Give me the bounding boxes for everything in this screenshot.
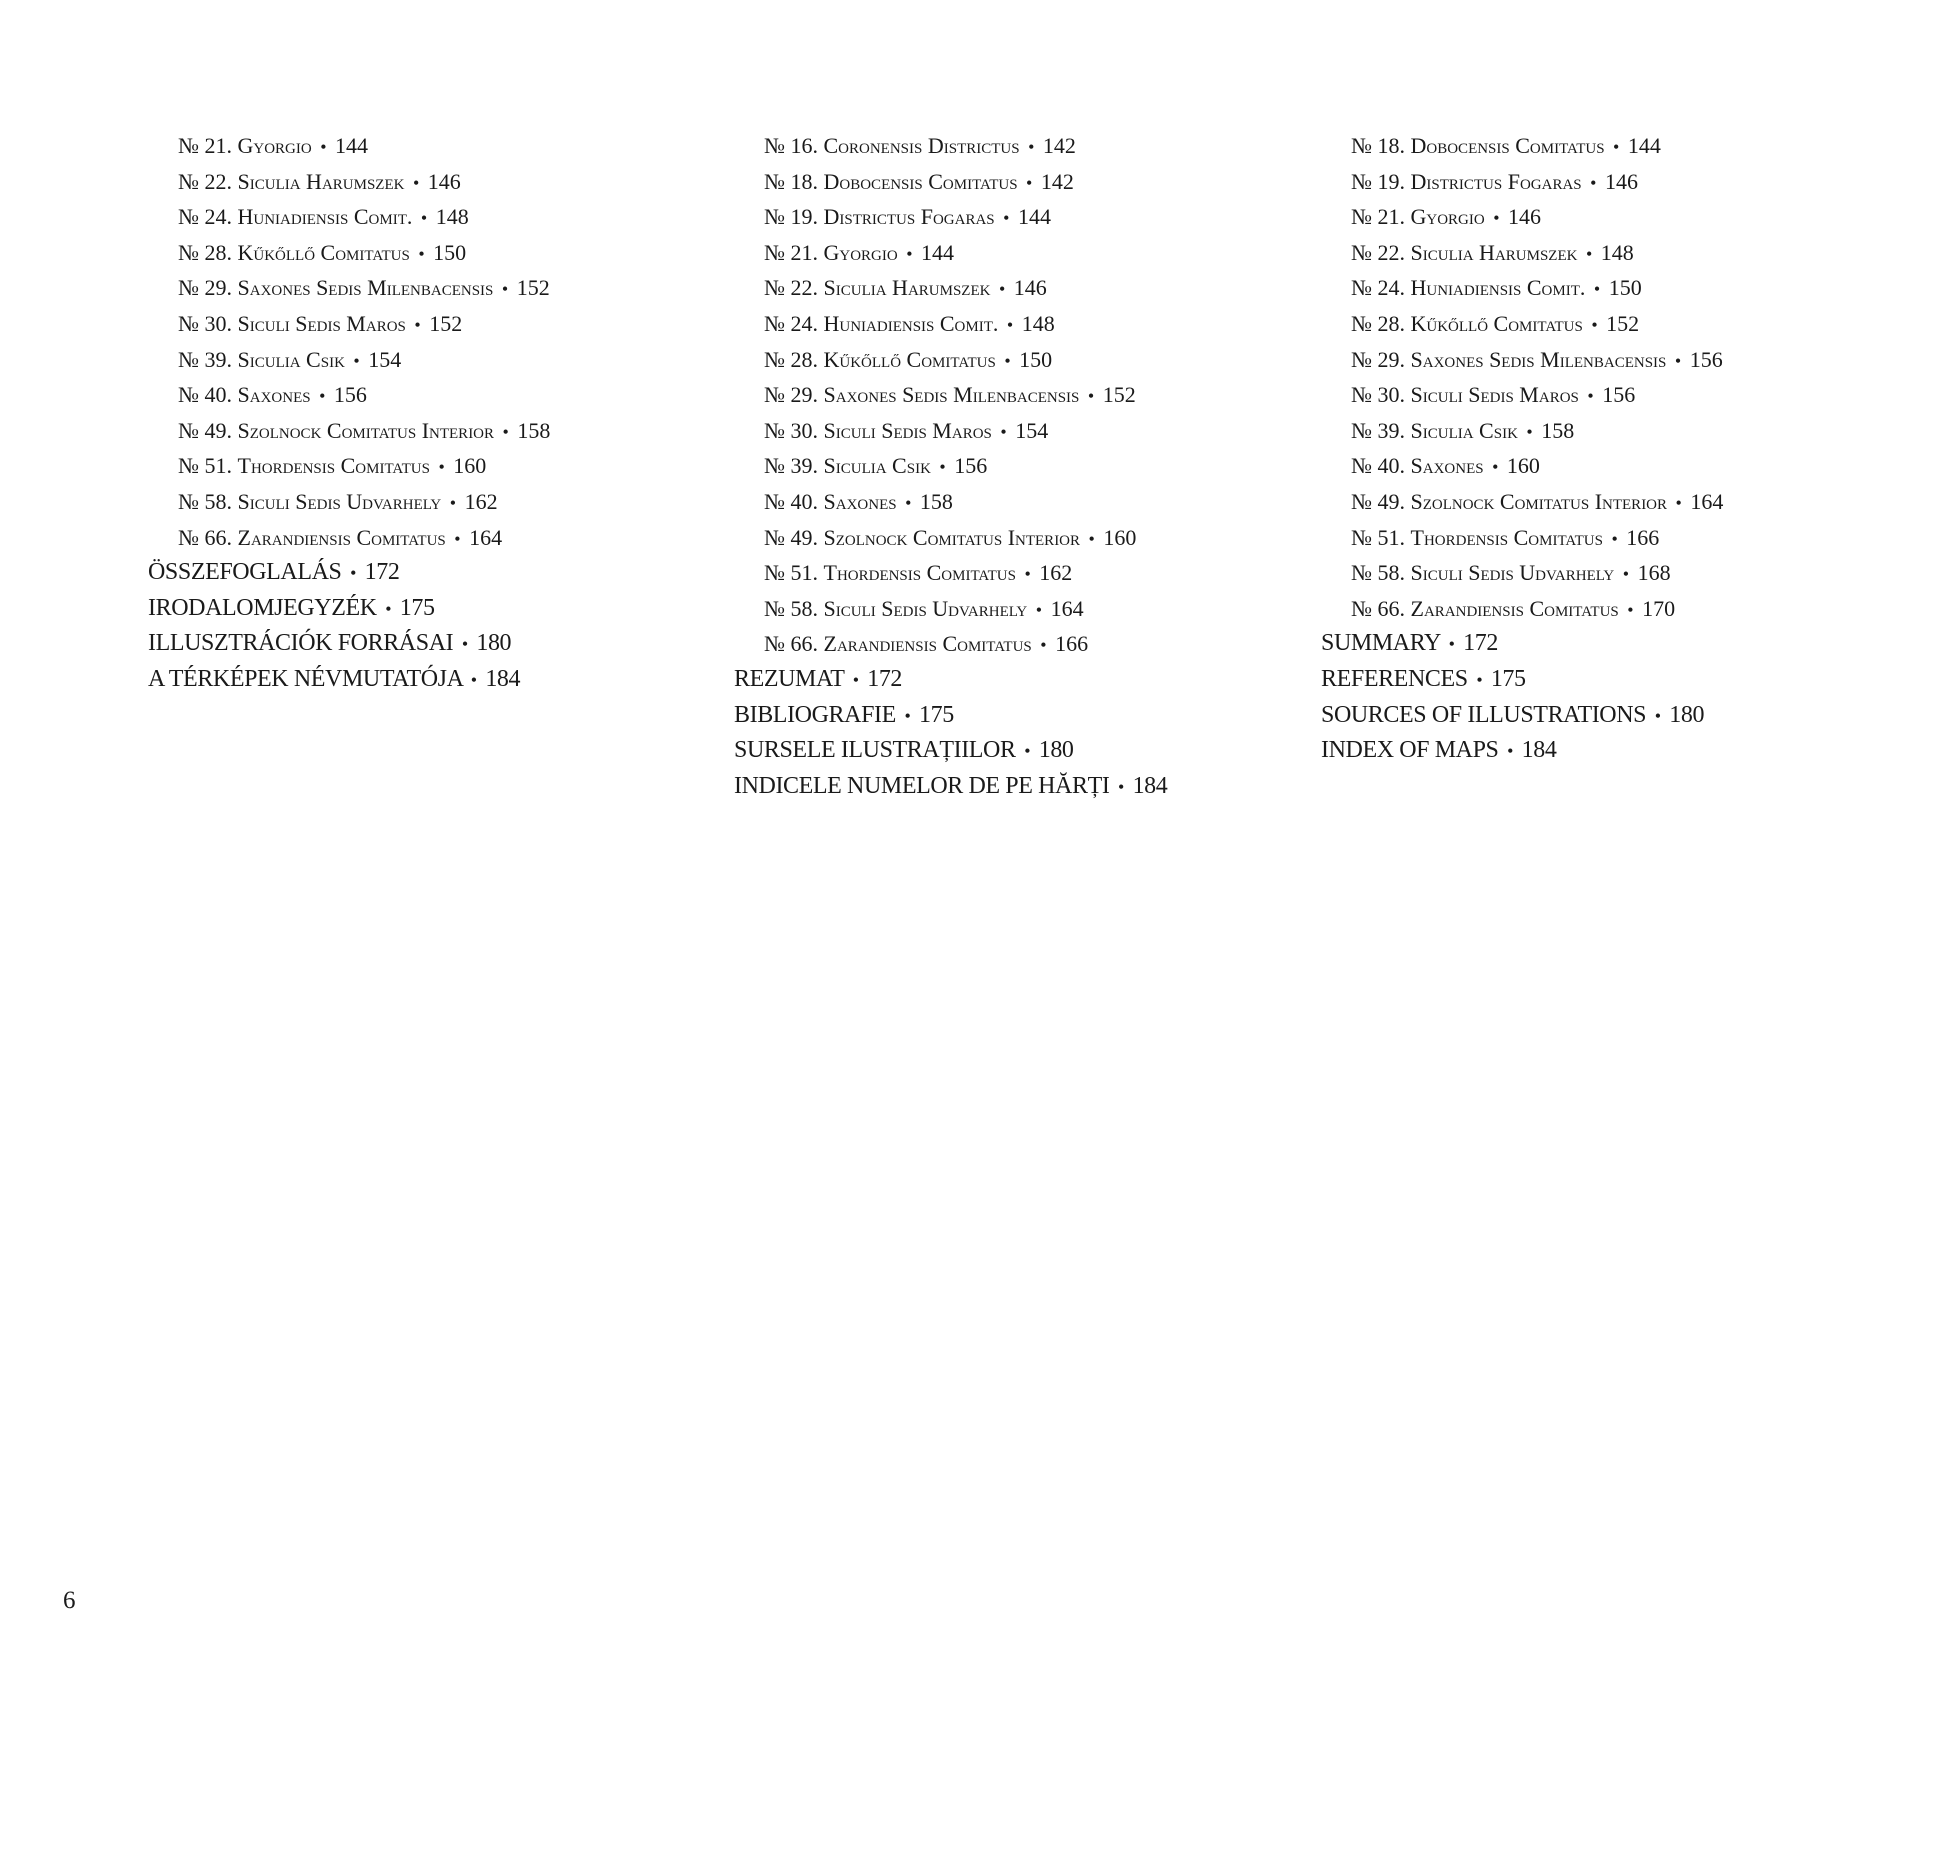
entry-title: Dobocensis Comitatus — [823, 168, 1018, 194]
bullet-separator: • — [1622, 564, 1630, 585]
entry-page: 184 — [485, 665, 521, 692]
entry-number: № 24. — [764, 310, 818, 336]
entry-page: 144 — [335, 133, 369, 158]
bullet-separator: • — [320, 137, 327, 157]
entry-page: 164 — [469, 524, 503, 550]
toc-map-entry[interactable] — [734, 626, 1294, 662]
entry-title: ÖSSZEFOGLALÁS — [148, 559, 342, 586]
entry-page: 150 — [1019, 346, 1053, 372]
bullet-separator: • — [1526, 421, 1533, 442]
entry-title: Coronensis Districtus — [823, 133, 1020, 158]
entry-title: Siculia Harumszek — [1410, 239, 1578, 265]
entry-title: Siculia Csik — [1410, 417, 1518, 443]
entry-title: Szolnock Comitatus Interior — [823, 524, 1081, 550]
entry-page: 164 — [1050, 595, 1084, 621]
bullet-separator: • — [1004, 350, 1011, 371]
entry-page: 162 — [1039, 560, 1073, 586]
entry-page: 142 — [1042, 133, 1076, 158]
bullet-separator: • — [1087, 386, 1095, 407]
entry-number: № 39. — [764, 453, 818, 479]
bullet-separator: • — [1006, 314, 1014, 335]
entry-number: № 39. — [178, 346, 232, 372]
entry-page: 158 — [517, 417, 551, 443]
entry-page: 156 — [1689, 346, 1723, 372]
entry-page: 158 — [1541, 417, 1575, 443]
entry-page: 170 — [1642, 595, 1676, 621]
entry-title: Siculia Harumszek — [237, 168, 405, 194]
entry-page: 166 — [1626, 524, 1660, 550]
entry-title: Szolnock Comitatus Interior — [1410, 488, 1668, 514]
entry-page: 172 — [364, 559, 400, 586]
toc-section-entry[interactable] — [1321, 733, 1881, 769]
entry-page: 148 — [1600, 239, 1634, 265]
bullet-separator: • — [449, 492, 457, 513]
toc-map-entry[interactable] — [148, 235, 708, 271]
entry-title: Siculi Sedis Maros — [823, 417, 992, 443]
toc-section-entry[interactable] — [734, 662, 1294, 698]
toc-section-entry[interactable] — [148, 555, 708, 591]
toc-map-entry[interactable] — [148, 484, 708, 520]
bullet-separator: • — [1675, 492, 1682, 513]
toc-map-entry[interactable] — [148, 199, 708, 235]
entry-title: INDICELE NUMELOR DE PE HĂRȚI — [734, 772, 1110, 799]
entry-page: 146 — [1508, 204, 1542, 230]
bullet-separator: • — [1674, 350, 1682, 371]
toc-map-entry[interactable] — [1321, 591, 1881, 627]
entry-page: 180 — [1038, 737, 1074, 764]
toc-column-hungarian — [148, 128, 708, 698]
bullet-separator: • — [904, 705, 911, 726]
bullet-separator: • — [1003, 208, 1010, 229]
entry-page: 184 — [1521, 737, 1557, 764]
bullet-separator: • — [1088, 528, 1095, 549]
bullet-separator: • — [1028, 137, 1035, 157]
entry-page: 154 — [368, 346, 402, 372]
entry-number: № 19. — [1351, 168, 1405, 194]
entry-title: A TÉRKÉPEK NÉVMUTATÓJA — [148, 665, 463, 692]
entry-title: Huniadiensis Comit. — [1410, 275, 1586, 301]
bullet-separator: • — [502, 421, 509, 442]
toc-map-entry[interactable] — [734, 413, 1294, 449]
entry-page: 148 — [435, 204, 469, 230]
bullet-separator: • — [438, 457, 445, 478]
entry-number: № 19. — [764, 204, 818, 230]
entry-title: Gyorgio — [1410, 204, 1485, 230]
bullet-separator: • — [418, 243, 425, 264]
entry-number: № 40. — [178, 382, 232, 408]
entry-number: № 22. — [764, 275, 818, 301]
entry-page: 146 — [1013, 275, 1047, 301]
entry-number: № 66. — [1351, 595, 1405, 621]
entry-page: 152 — [1102, 382, 1136, 408]
toc-section-entry[interactable] — [734, 698, 1294, 734]
toc-map-entry[interactable] — [734, 164, 1294, 200]
entry-title: Kűkőllő Comitatus — [1410, 310, 1583, 336]
entry-number: № 22. — [178, 168, 232, 194]
toc-map-entry[interactable] — [148, 377, 708, 413]
entry-title: Thordensis Comitatus — [823, 560, 1016, 586]
entry-title: Siculia Csik — [823, 453, 931, 479]
toc-section-entry[interactable] — [148, 662, 708, 698]
entry-page: 158 — [919, 488, 953, 514]
bullet-separator: • — [1587, 386, 1594, 407]
toc-map-entry[interactable] — [734, 342, 1294, 378]
entry-page: 148 — [1021, 310, 1055, 336]
bullet-separator: • — [385, 598, 392, 619]
entry-page: 146 — [427, 168, 461, 194]
entry-number: № 51. — [764, 560, 818, 586]
toc-section-entry[interactable] — [148, 626, 708, 662]
toc-section-entry[interactable] — [1321, 626, 1881, 662]
entry-number: № 18. — [1351, 133, 1405, 158]
toc-map-entry[interactable] — [734, 306, 1294, 342]
bullet-separator: • — [1590, 172, 1597, 193]
bullet-separator: • — [470, 669, 477, 690]
entry-page: 168 — [1637, 560, 1671, 586]
entry-page: 144 — [921, 239, 955, 265]
entry-title: Dobocensis Comitatus — [1410, 133, 1605, 158]
bullet-separator: • — [461, 634, 468, 655]
bullet-separator: • — [414, 314, 421, 335]
bullet-separator: • — [1040, 635, 1047, 656]
toc-map-entry[interactable] — [734, 555, 1294, 591]
entry-number: № 66. — [764, 631, 818, 657]
toc-map-entry[interactable] — [734, 484, 1294, 520]
entry-title: Saxones — [1410, 453, 1484, 479]
entry-number: № 24. — [178, 204, 232, 230]
toc-map-entry[interactable] — [1321, 306, 1881, 342]
entry-page: 152 — [429, 310, 463, 336]
bullet-separator: • — [1000, 421, 1007, 442]
bullet-separator: • — [852, 669, 859, 690]
entry-page: 146 — [1604, 168, 1638, 194]
toc-map-entry[interactable] — [1321, 342, 1881, 378]
entry-number: № 22. — [1351, 239, 1405, 265]
entry-title: Siculi Sedis Maros — [237, 310, 406, 336]
bullet-separator: • — [1611, 528, 1618, 549]
entry-title: Zarandiensis Comitatus — [1410, 595, 1619, 621]
entry-page: 180 — [476, 630, 512, 657]
entry-page: 152 — [1606, 310, 1640, 336]
toc-map-entry[interactable] — [734, 520, 1294, 556]
entry-title: SUMMARY — [1321, 630, 1441, 657]
toc-map-entry[interactable] — [734, 199, 1294, 235]
entry-number: № 49. — [178, 417, 232, 443]
entry-title: SURSELE ILUSTRAȚIILOR — [734, 737, 1016, 764]
entry-title: Siculia Csik — [237, 346, 345, 372]
toc-map-entry[interactable] — [734, 377, 1294, 413]
toc-map-entry[interactable] — [1321, 164, 1881, 200]
entry-title: Thordensis Comitatus — [1410, 524, 1603, 550]
bullet-separator: • — [412, 172, 420, 193]
entry-number: № 29. — [764, 382, 818, 408]
bullet-separator: • — [1627, 599, 1634, 620]
toc-map-entry[interactable] — [1321, 484, 1881, 520]
toc-map-entry[interactable] — [1321, 520, 1881, 556]
entry-page: 175 — [919, 701, 954, 728]
entry-title: Saxones — [237, 382, 311, 408]
entry-page: 150 — [1608, 275, 1642, 301]
entry-page: 166 — [1055, 631, 1089, 657]
entry-title: Zarandiensis Comitatus — [237, 524, 446, 550]
entry-number: № 18. — [764, 168, 818, 194]
entry-page: 160 — [1506, 453, 1540, 479]
bullet-separator: • — [905, 492, 912, 513]
entry-title: Thordensis Comitatus — [237, 453, 430, 479]
bullet-separator: • — [353, 350, 360, 371]
entry-number: № 39. — [1351, 417, 1405, 443]
entry-number: № 30. — [178, 310, 232, 336]
entry-page: 164 — [1690, 488, 1724, 514]
entry-number: № 58. — [178, 488, 232, 514]
entry-page: 180 — [1669, 701, 1705, 728]
toc-map-entry[interactable] — [148, 413, 708, 449]
bullet-separator: • — [319, 386, 326, 407]
toc-map-entry[interactable] — [148, 270, 708, 306]
bullet-separator: • — [1024, 741, 1031, 762]
entry-number: № 40. — [1351, 453, 1405, 479]
toc-map-entry[interactable] — [734, 128, 1294, 164]
toc-map-entry[interactable] — [1321, 128, 1881, 164]
bullet-separator: • — [1448, 634, 1455, 655]
bullet-separator: • — [1593, 279, 1601, 300]
entry-page: 175 — [1490, 665, 1526, 692]
entry-page: 144 — [1017, 204, 1051, 230]
entry-number: № 28. — [1351, 310, 1405, 336]
entry-page: 152 — [516, 275, 550, 301]
entry-title: BIBLIOGRAFIE — [734, 701, 896, 728]
bullet-separator: • — [1591, 314, 1598, 335]
entry-page: 156 — [333, 382, 367, 408]
entry-number: № 58. — [1351, 560, 1405, 586]
bullet-separator: • — [1493, 208, 1500, 229]
bullet-separator: • — [906, 243, 913, 264]
entry-page: 156 — [1602, 382, 1636, 408]
toc-map-entry[interactable] — [148, 128, 708, 164]
toc-map-entry[interactable] — [148, 164, 708, 200]
entry-number: № 29. — [178, 275, 232, 301]
entry-title: Siculia Harumszek — [823, 275, 991, 301]
bullet-separator: • — [350, 563, 357, 584]
toc-section-entry[interactable] — [1321, 698, 1881, 734]
entry-title: Siculi Sedis Maros — [1410, 382, 1579, 408]
entry-page: 184 — [1132, 772, 1168, 799]
toc-map-entry[interactable] — [1321, 235, 1881, 271]
toc-column-romanian — [734, 128, 1294, 804]
entry-title: Huniadiensis Comit. — [237, 204, 413, 230]
entry-number: № 21. — [178, 133, 232, 158]
entry-number: № 28. — [178, 239, 232, 265]
entry-page: 142 — [1040, 168, 1074, 194]
entry-title: INDEX OF MAPS — [1321, 737, 1499, 764]
toc-section-entry[interactable] — [148, 591, 708, 627]
toc-map-entry[interactable] — [148, 448, 708, 484]
bullet-separator: • — [1024, 564, 1031, 585]
toc-map-entry[interactable] — [1321, 413, 1881, 449]
entry-title: IRODALOMJEGYZÉK — [148, 594, 377, 621]
entry-number: № 40. — [764, 488, 818, 514]
bullet-separator: • — [939, 457, 946, 478]
entry-number: № 28. — [764, 346, 818, 372]
entry-number: № 51. — [178, 453, 232, 479]
entry-title: Gyorgio — [823, 239, 898, 265]
entry-title: Saxones — [823, 488, 897, 514]
entry-title: SOURCES OF ILLUSTRATIONS — [1321, 701, 1647, 728]
entry-page: 162 — [464, 488, 498, 514]
entry-title: ILLUSZTRÁCIÓK FORRÁSAI — [148, 630, 454, 657]
entry-title: Saxones Sedis Milenbacensis — [237, 275, 494, 301]
toc-map-entry[interactable] — [1321, 555, 1881, 591]
bullet-separator: • — [998, 279, 1006, 300]
entry-number: № 49. — [1351, 488, 1405, 514]
entry-number: № 16. — [764, 133, 818, 158]
entry-title: Saxones Sedis Milenbacensis — [1410, 346, 1667, 372]
toc-map-entry[interactable] — [734, 270, 1294, 306]
entry-title: REFERENCES — [1321, 665, 1468, 692]
entry-page: 175 — [399, 594, 435, 621]
entry-page: 154 — [1015, 417, 1049, 443]
bullet-separator: • — [1476, 669, 1483, 690]
entry-number: № 66. — [178, 524, 232, 550]
bullet-separator: • — [501, 279, 509, 300]
toc-map-entry[interactable] — [148, 342, 708, 378]
entry-number: № 24. — [1351, 275, 1405, 301]
toc-map-entry[interactable] — [734, 235, 1294, 271]
entry-page: 144 — [1627, 133, 1661, 158]
toc-section-entry[interactable] — [734, 733, 1294, 769]
toc-map-entry[interactable] — [1321, 199, 1881, 235]
bullet-separator: • — [1492, 457, 1499, 478]
entry-number: № 58. — [764, 595, 818, 621]
entry-page: 160 — [1103, 524, 1137, 550]
entry-number: № 29. — [1351, 346, 1405, 372]
bullet-separator: • — [1118, 776, 1124, 797]
entry-title: Kűkőllő Comitatus — [237, 239, 410, 265]
entry-page: 150 — [433, 239, 467, 265]
bullet-separator: • — [454, 528, 461, 549]
entry-title: Siculi Sedis Udvarhely — [237, 488, 442, 514]
bullet-separator: • — [1026, 172, 1033, 193]
entry-page: 172 — [1463, 630, 1498, 657]
entry-page: 172 — [867, 665, 903, 692]
entry-title: Siculi Sedis Udvarhely — [1410, 560, 1615, 586]
entry-number: № 21. — [1351, 204, 1405, 230]
entry-number: № 30. — [1351, 382, 1405, 408]
entry-number: № 51. — [1351, 524, 1405, 550]
entry-page: 160 — [453, 453, 487, 479]
entry-title: Zarandiensis Comitatus — [823, 631, 1032, 657]
bullet-separator: • — [420, 208, 428, 229]
toc-map-entry[interactable] — [1321, 270, 1881, 306]
entry-title: Huniadiensis Comit. — [823, 310, 999, 336]
entry-title: Districtus Fogaras — [823, 204, 995, 230]
entry-title: Districtus Fogaras — [1410, 168, 1582, 194]
toc-map-entry[interactable] — [1321, 377, 1881, 413]
page-number: 6 — [63, 1587, 76, 1614]
entry-page: 156 — [954, 453, 988, 479]
entry-number: № 49. — [764, 524, 818, 550]
entry-number: № 30. — [764, 417, 818, 443]
entry-title: Siculi Sedis Udvarhely — [823, 595, 1028, 621]
toc-map-entry[interactable] — [1321, 448, 1881, 484]
toc-column-english — [1321, 128, 1881, 769]
toc-map-entry[interactable] — [734, 591, 1294, 627]
bullet-separator: • — [1585, 243, 1593, 264]
bullet-separator: • — [1035, 599, 1043, 620]
entry-title: Szolnock Comitatus Interior — [237, 417, 495, 443]
bullet-separator: • — [1507, 741, 1514, 762]
entry-title: Saxones Sedis Milenbacensis — [823, 382, 1080, 408]
toc-map-entry[interactable] — [734, 448, 1294, 484]
entry-title: REZUMAT — [734, 665, 845, 692]
bullet-separator: • — [1613, 137, 1620, 157]
bullet-separator: • — [1654, 705, 1661, 726]
toc-map-entry[interactable] — [148, 520, 708, 556]
toc-section-entry[interactable] — [1321, 662, 1881, 698]
entry-title: Gyorgio — [237, 133, 312, 158]
toc-map-entry[interactable] — [148, 306, 708, 342]
entry-title: Kűkőllő Comitatus — [823, 346, 996, 372]
toc-section-entry[interactable] — [734, 769, 1294, 805]
entry-number: № 21. — [764, 239, 818, 265]
